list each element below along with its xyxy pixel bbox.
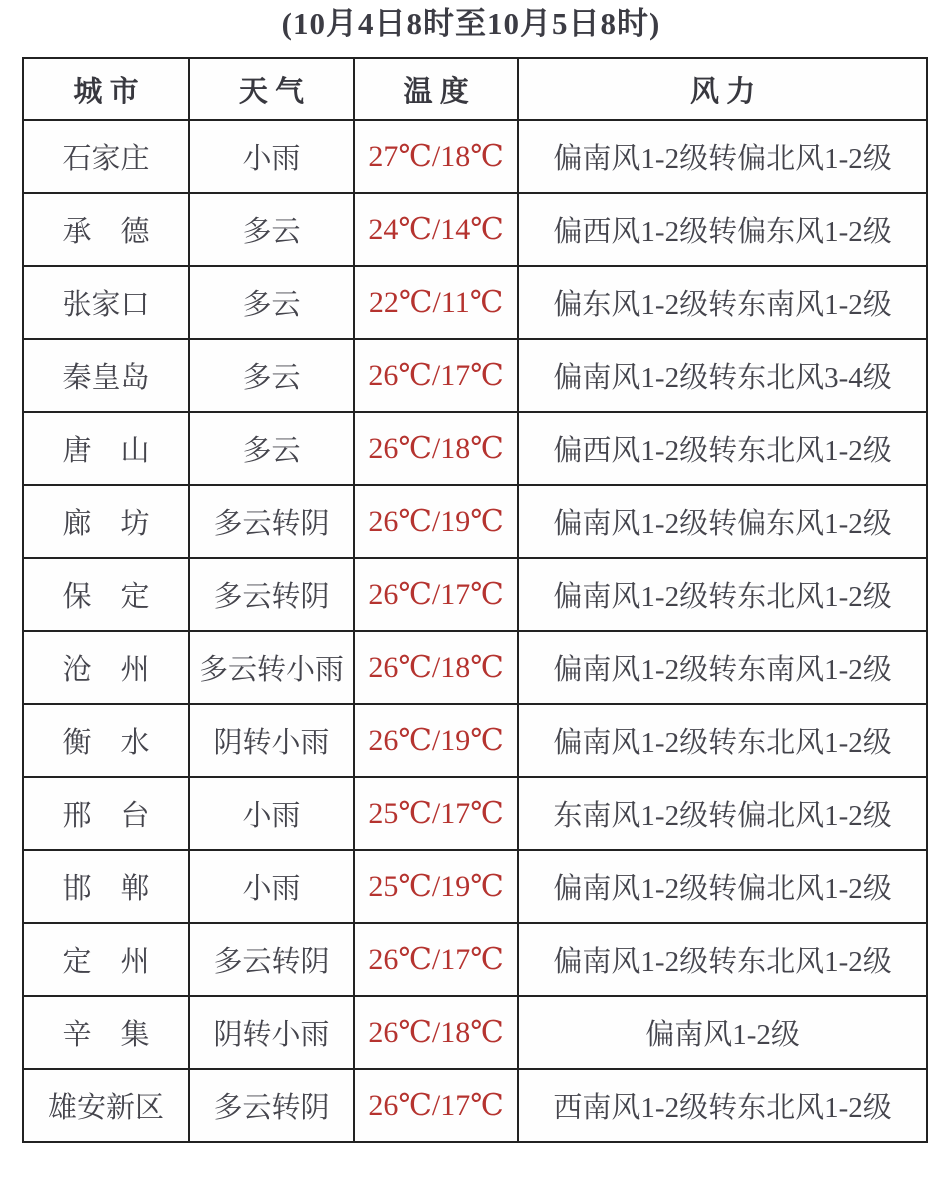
weather-cell: 多云转阴 [189,558,354,631]
weather-cell: 多云 [189,193,354,266]
temperature-cell: 24℃/14℃ [354,193,518,266]
wind-cell: 偏南风1-2级转东北风3-4级 [518,339,927,412]
wind-cell: 偏西风1-2级转偏东风1-2级 [518,193,927,266]
table-row [23,777,927,850]
wind-cell: 偏南风1-2级转偏北风1-2级 [518,850,927,923]
weather-cell: 多云 [189,412,354,485]
table-row [23,120,927,193]
city-cell: 邢 台 [23,777,189,850]
weather-cell: 小雨 [189,120,354,193]
table-row [23,704,927,777]
weather-cell: 多云 [189,339,354,412]
table-row [23,412,927,485]
wind-cell: 西南风1-2级转东北风1-2级 [518,1069,927,1142]
city-cell: 雄安新区 [23,1069,189,1142]
table-header-row [23,58,927,120]
col-header-weather: 天气 [189,58,354,120]
table-row [23,485,927,558]
city-cell: 廊 坊 [23,485,189,558]
weather-cell: 阴转小雨 [189,704,354,777]
weather-cell: 小雨 [189,777,354,850]
city-cell: 张家口 [23,266,189,339]
temperature-cell: 26℃/18℃ [354,631,518,704]
wind-cell: 偏南风1-2级 [518,996,927,1069]
table-row [23,850,927,923]
city-cell: 沧 州 [23,631,189,704]
temperature-cell: 22℃/11℃ [354,266,518,339]
temperature-cell: 26℃/17℃ [354,923,518,996]
city-cell: 唐 山 [23,412,189,485]
table-row [23,339,927,412]
col-header-wind: 风力 [518,58,927,120]
temperature-cell: 25℃/19℃ [354,850,518,923]
table-row [23,923,927,996]
table-row [23,1069,927,1142]
city-cell: 石家庄 [23,120,189,193]
weather-table [22,57,928,1143]
weather-cell: 多云 [189,266,354,339]
wind-cell: 偏南风1-2级转东北风1-2级 [518,704,927,777]
table-body [23,120,927,1142]
city-cell: 辛 集 [23,996,189,1069]
city-cell: 秦皇岛 [23,339,189,412]
weather-cell: 多云转阴 [189,485,354,558]
wind-cell: 偏南风1-2级转东南风1-2级 [518,631,927,704]
table-row [23,193,927,266]
col-header-temperature: 温度 [354,58,518,120]
temperature-cell: 26℃/18℃ [354,412,518,485]
wind-cell: 偏南风1-2级转东北风1-2级 [518,923,927,996]
weather-cell: 多云转阴 [189,923,354,996]
temperature-cell: 25℃/17℃ [354,777,518,850]
wind-cell: 偏南风1-2级转东北风1-2级 [518,558,927,631]
weather-cell: 小雨 [189,850,354,923]
table-row [23,631,927,704]
wind-cell: 偏西风1-2级转东北风1-2级 [518,412,927,485]
city-cell: 保 定 [23,558,189,631]
temperature-cell: 26℃/17℃ [354,339,518,412]
temperature-cell: 26℃/17℃ [354,1069,518,1142]
temperature-cell: 26℃/19℃ [354,704,518,777]
temperature-cell: 26℃/17℃ [354,558,518,631]
weather-cell: 多云转小雨 [189,631,354,704]
weather-cell: 多云转阴 [189,1069,354,1142]
city-cell: 邯 郸 [23,850,189,923]
page-title: (10月4日8时至10月5日8时) [281,6,661,41]
weather-cell: 阴转小雨 [189,996,354,1069]
col-header-city: 城市 [23,58,189,120]
wind-cell: 东南风1-2级转偏北风1-2级 [518,777,927,850]
wind-cell: 偏南风1-2级转偏北风1-2级 [518,120,927,193]
wind-cell: 偏东风1-2级转东南风1-2级 [518,266,927,339]
temperature-cell: 26℃/18℃ [354,996,518,1069]
wind-cell: 偏南风1-2级转偏东风1-2级 [518,485,927,558]
city-cell: 定 州 [23,923,189,996]
table-row [23,558,927,631]
temperature-cell: 27℃/18℃ [354,120,518,193]
temperature-cell: 26℃/19℃ [354,485,518,558]
city-cell: 承 德 [23,193,189,266]
table-row [23,996,927,1069]
city-cell: 衡 水 [23,704,189,777]
table-row [23,266,927,339]
